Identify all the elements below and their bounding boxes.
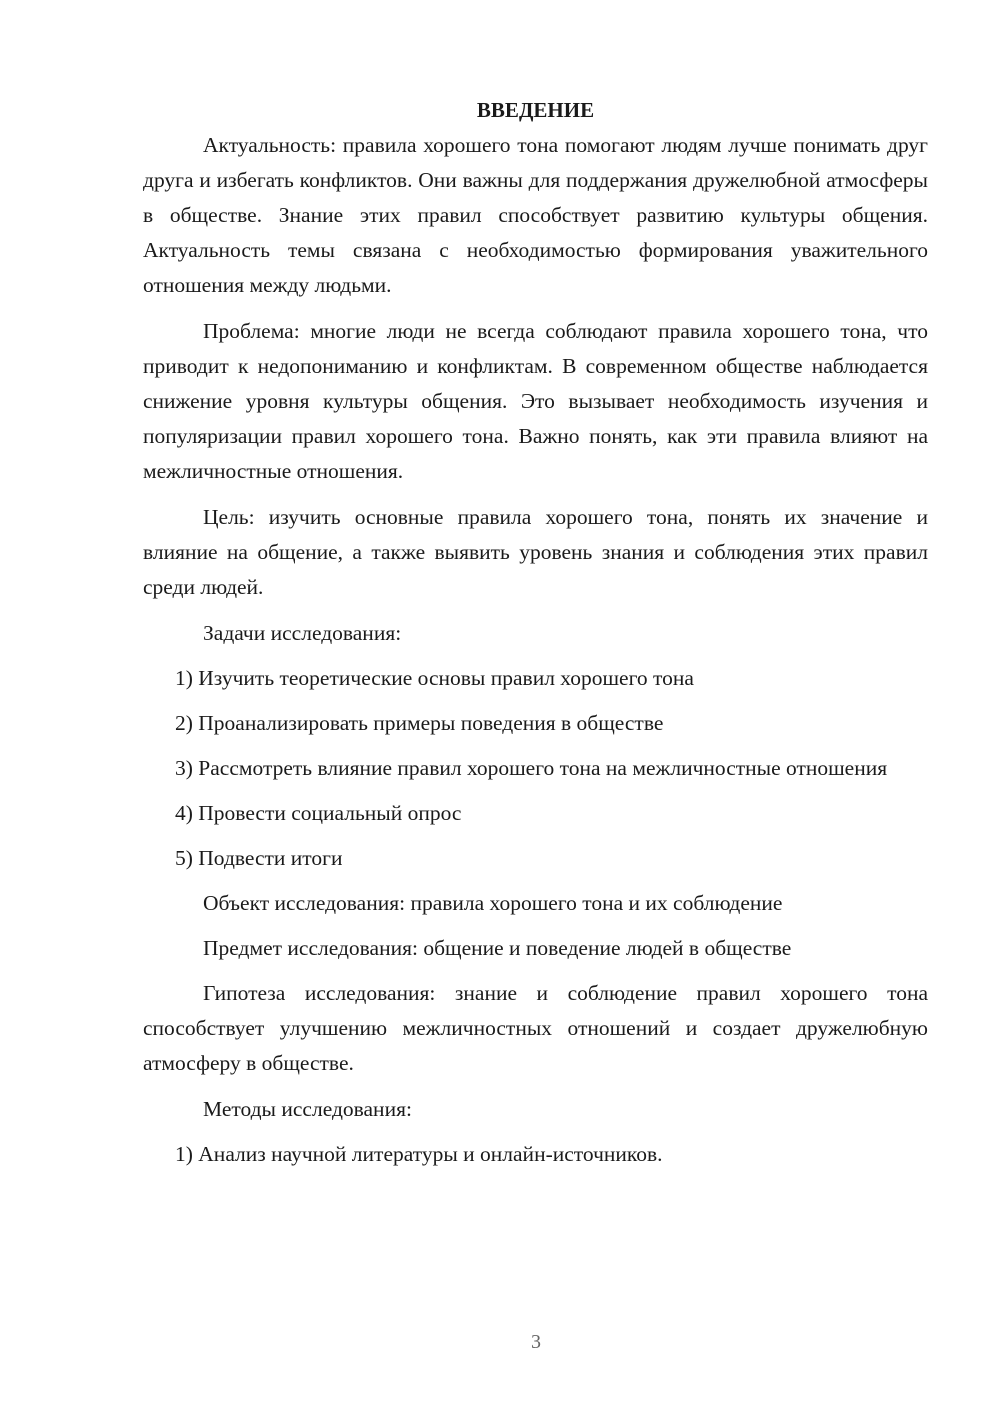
tasks-heading: Задачи исследования: bbox=[203, 621, 402, 645]
hypothesis-paragraph: Гипотеза исследования: знание и соблюдение правил хорошего тона способствует улучшению межличностных отношений и создает дружелюбную атмосферу в обществе. bbox=[143, 981, 928, 1075]
methods-heading: Методы исследования: bbox=[203, 1097, 412, 1121]
task-item: 3) Рассмотреть влияние правил хорошего тона на межличностные отношения bbox=[175, 756, 888, 780]
page-title: ВВЕДЕНИЕ bbox=[476, 98, 595, 122]
task-item: 5) Подвести итоги bbox=[175, 846, 343, 870]
methods-list bbox=[143, 1137, 928, 1172]
problem-paragraph: Проблема: многие люди не всегда соблюдают правила хорошего тона, что приводит к недопониманию и конфликтам. В современном обществе наблюдается снижение уровня культуры общения. Это вызывает необходимость изучения и популяризации правил хорошего тона. Важно понять, как эти правила влияют на межличностные отношения. bbox=[143, 319, 928, 483]
tasks-list bbox=[143, 661, 928, 876]
page-content bbox=[143, 93, 928, 1182]
goal-paragraph: Цель: изучить основные правила хорошего тона, понять их значение и влияние на общение, а также выявить уровень знания и соблюдения этих правил среди людей. bbox=[143, 505, 928, 599]
subject-line: Предмет исследования: общение и поведение людей в обществе bbox=[203, 936, 792, 960]
task-item: 4) Провести социальный опрос bbox=[175, 801, 462, 825]
object-line: Объект исследования: правила хорошего тона и их соблюдение bbox=[203, 891, 783, 915]
task-item: 1) Изучить теоретические основы правил хорошего тона bbox=[175, 666, 694, 690]
relevance-paragraph: Актуальность: правила хорошего тона помогают людям лучше понимать друг друга и избегать конфликтов. Они важны для поддержания дружелюбной атмосферы в обществе. Знание этих правил способствует развитию культуры общения. Актуальность темы связана с необходимостью формирования уважительного отношения между людьми. bbox=[143, 133, 928, 297]
method-item: 1) Анализ научной литературы и онлайн-источников. bbox=[175, 1142, 663, 1166]
page-number: 3 bbox=[531, 1331, 541, 1353]
task-item: 2) Проанализировать примеры поведения в обществе bbox=[175, 711, 664, 735]
